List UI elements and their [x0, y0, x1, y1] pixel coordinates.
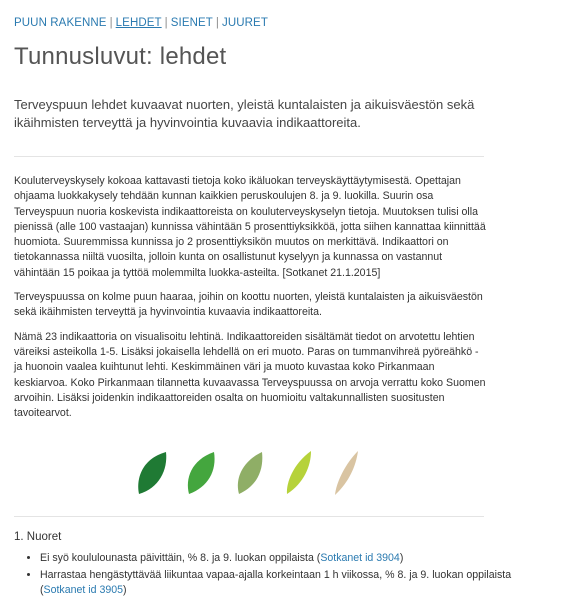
body-paragraph-branches: Terveyspuussa on kolme puun haaraa, joihin on koottu nuorten, yleistä kuntalaisten ja aikuisväestön sekä ikäihmisten terveyttä ja hyvinvointia kuvaavia indikaattoreita. [14, 291, 483, 319]
leaf-icon [135, 450, 169, 496]
breadcrumb [14, 17, 268, 29]
breadcrumb-separator: | [215, 17, 219, 29]
indicator-text-end: ) [399, 552, 404, 564]
breadcrumb-separator: | [164, 17, 168, 29]
section-title: 1. Nuoret [14, 531, 62, 543]
breadcrumb-separator: | [109, 17, 113, 29]
body-text [14, 174, 489, 430]
sotkanet-link[interactable]: Sotkanet id 3904 [320, 552, 400, 564]
lead-paragraph: Terveyspuun lehdet kuvaavat nuorten, yleistä kuntalaisten ja aikuisväestön sekä ikäihmisten terveyttä ja hyvinvointia kuvaavia indikaattoreita. [14, 97, 475, 130]
leaf-icon [282, 450, 316, 496]
breadcrumb-sienet[interactable]: SIENET [170, 17, 213, 29]
leaf-icon [233, 450, 267, 496]
body-paragraph-survey: Kouluterveyskysely kokoaa kattavasti tietoja koko ikäluokan terveyskäyttäytymisestä. Opettajan ohjaama luokkakysely tehdään kunnan kaikkien peruskoulujen 8. ja 9. luokilla. Suurin osa Terveyspuun nuoria koskevista indikaattoreista on kouluterveyskyselyn tietoja. Muutoksen tulisi olla pienissä (alle 100 vastaajan) kunnissa vähintään 5 prosenttiyksikköä, jotta siihen kannattaa kiinnittää huomiota. Suuremmissa kunnissa jo 2 prosenttiyksikön muutos on merkittävä. Indikaattori on tietokannassa niiltä vuosilta, jolloin kunta on osallistunut kyselyyn ja kunnassa on vastannut vähintään 15 poikaa ja tyttöä molemmilta luokka-asteilta. [Sotkanet 21.1.2015] [14, 175, 486, 279]
breadcrumb-juuret[interactable]: JUURET [221, 17, 268, 29]
sotkanet-link[interactable]: Sotkanet id 3905 [43, 584, 124, 596]
indicator-text: Harrastaa hengästyttävää liikuntaa vapaa-ajalla korkeintaan 1 h viikossa, % 8. ja 9. luokan oppilaista ( [40, 568, 512, 596]
divider [14, 516, 484, 517]
indicator-list [14, 551, 520, 600]
list-item [40, 568, 520, 599]
breadcrumb-lehdet[interactable]: LEHDET [115, 17, 162, 29]
body-paragraph-visualization: Nämä 23 indikaattoria on visualisoitu lehtinä. Indikaattoreiden sisältämät tiedot on arvotettu lehtien väreiksi asteikolla 1-5. Lisäksi jokaisella lehdellä on eri muoto. Paras on tummanvihreä pyöreähkö - ja huonoin vaalea kuihtunut lehti. Keskimmäinen väri ja muoto kuvastaa koko Pirkanmaan keskiarvoa. Koko Pirkanmaan tilannetta kuvaavassa Terveyspuussa on arvoja verrattu koko Suomen arvoihin. Lisäksi joidenkin indikaattoreiden osalta on huomioitu valtakunnallisten suositusten tavoitearvot. [14, 330, 486, 420]
leaf-icon [331, 450, 365, 496]
page-title: Tunnusluvut: lehdet [14, 43, 227, 70]
indicator-text-end: ) [123, 584, 127, 596]
leaf-scale [135, 450, 365, 498]
breadcrumb-puun-rakenne[interactable]: PUUN RAKENNE [14, 17, 107, 29]
indicator-text: Ei syö koululounasta päivittäin, % 8. ja 9. luokan oppilaista ( [40, 552, 321, 564]
divider [14, 156, 484, 157]
leaf-icon [184, 450, 218, 496]
list-item [40, 551, 520, 567]
